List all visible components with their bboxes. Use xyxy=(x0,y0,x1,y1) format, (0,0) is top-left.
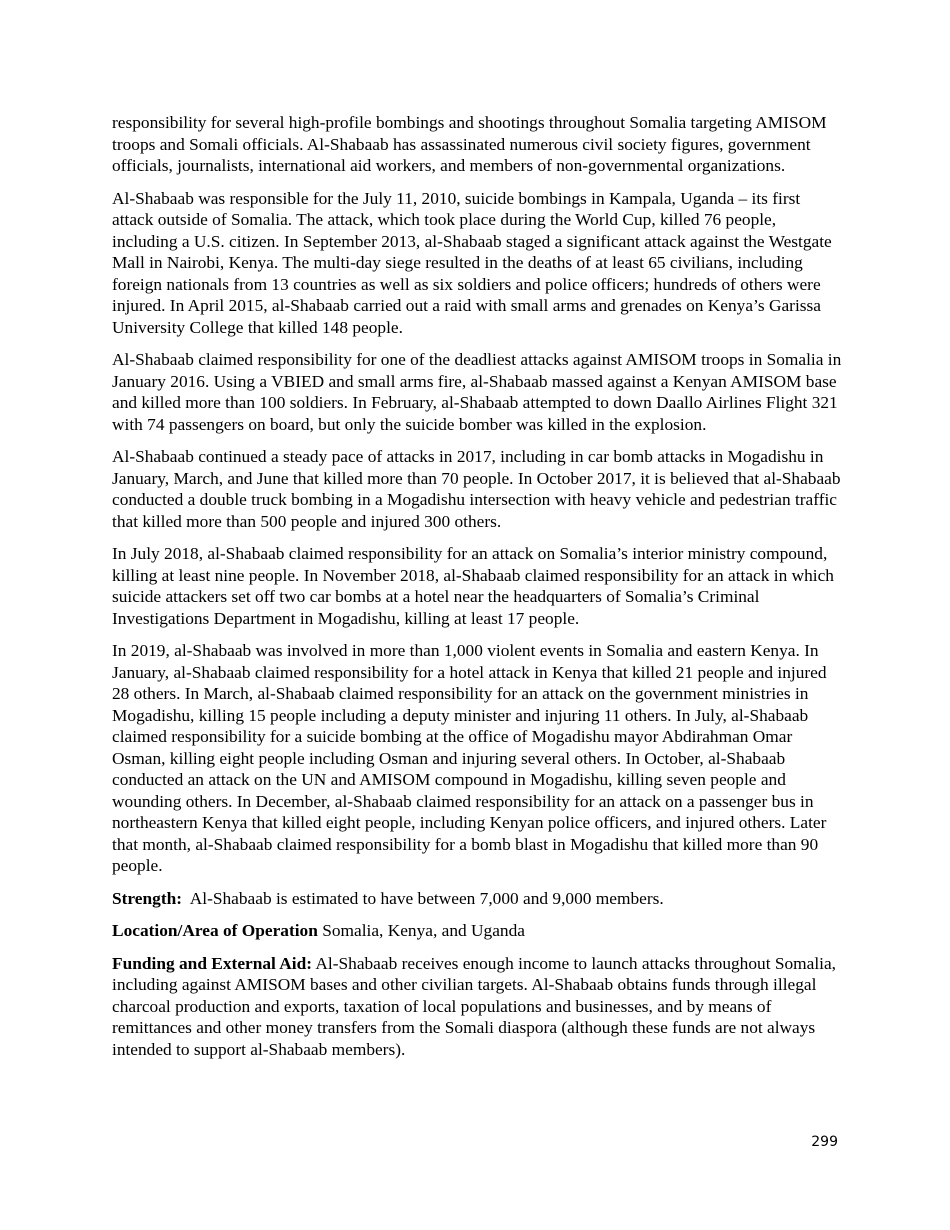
document-body xyxy=(112,112,842,1071)
funding-text: Al-Shabaab receives enough income to launch attacks throughout Somalia, including against AMISOM bases and other civilian targets. Al-Shabaab obtains funds through illegal charcoal production and exports, taxation of local populations and businesses, and by means of remittances and other money transfers from the Somali diaspora (although these funds are not always intended to support al-Shabaab members). xyxy=(112,953,837,1059)
funding-section xyxy=(112,953,842,1061)
funding-label: Funding and External Aid: xyxy=(112,953,312,973)
paragraph-2010-2015-attacks: Al-Shabaab was responsible for the July 11, 2010, suicide bombings in Kampala, Uganda – its first attack outside of Somalia. The attack, which took place during the World Cup, killed 76 people, including a U.S. citizen. In September 2013, al-Shabaab staged a significant attack against the Westgate Mall in Nairobi, Kenya. The multi-day siege resulted in the deaths of at least 65 civilians, including foreign nationals from 13 countries as well as six soldiers and police officers; hundreds of others were injured. In April 2015, al-Shabaab carried out a raid with small arms and grenades on Kenya’s Garissa University College that killed 148 people. xyxy=(112,188,832,337)
paragraph-responsibility-continued: responsibility for several high-profile bombings and shootings throughout Somalia targeting AMISOM troops and Somali officials. Al-Shabaab has assassinated numerous civil society figures, government officials, journalists, international aid workers, and members of non-governmental organizations. xyxy=(112,113,827,175)
location-section xyxy=(112,920,842,942)
strength-text: Al-Shabaab is estimated to have between 7,000 and 9,000 members. xyxy=(182,888,664,908)
location-label: Location/Area of Operation xyxy=(112,921,318,940)
paragraph-2018-attacks: In July 2018, al-Shabaab claimed responsibility for an attack on Somalia’s interior ministry compound, killing at least nine people. In November 2018, al-Shabaab claimed responsibility for an attack in which suicide attackers set off two car bombs at a hotel near the headquarters of Somalia’s Criminal Investigations Department in Mogadishu, killing at least 17 people. xyxy=(112,544,834,628)
paragraph-2017-attacks: Al-Shabaab continued a steady pace of attacks in 2017, including in car bomb attacks in Mogadishu in January, March, and June that killed more than 70 people. In October 2017, it is believed that al-Shabaab conducted a double truck bombing in a Mogadishu intersection with heavy vehicle and pedestrian traffic that killed more than 500 people and injured 300 others. xyxy=(112,447,841,531)
strength-label: Strength: xyxy=(112,888,183,908)
paragraph-2016-attacks: Al-Shabaab claimed responsibility for one of the deadliest attacks against AMISOM troops in Somalia in January 2016. Using a VBIED and small arms fire, al-Shabaab massed against a Kenyan AMISOM base and killed more than 100 soldiers. In February, al-Shabaab attempted to down Daallo Airlines Flight 321 with 74 passengers on board, but only the suicide bomber was killed in the explosion. xyxy=(112,350,842,434)
strength-section xyxy=(112,888,842,910)
location-text: Somalia, Kenya, and Uganda xyxy=(317,921,525,940)
paragraph-2019-attacks: In 2019, al-Shabaab was involved in more than 1,000 violent events in Somalia and eastern Kenya. In January, al-Shabaab claimed responsibility for a hotel attack in Kenya that killed 21 people and injured 28 others. In March, al-Shabaab claimed responsibility for an attack on the government ministries in Mogadishu, killing 15 people including a deputy minister and injuring 11 others. In July, al-Shabaab claimed responsibility for a suicide bombing at the office of Mogadishu mayor Abdirahman Omar Osman, killing eight people including Osman and injuring several others. In October, al-Shabaab conducted an attack on the UN and AMISOM compound in Mogadishu, killing seven people and wounding others. In December, al-Shabaab claimed responsibility for an attack on a passenger bus in northeastern Kenya that killed eight people, including Kenyan police officers, and injured others. Later that month, al-Shabaab claimed responsibility for a bomb blast in Mogadishu that killed more than 90 people. xyxy=(112,641,827,875)
page-number: 299 xyxy=(811,1134,838,1150)
